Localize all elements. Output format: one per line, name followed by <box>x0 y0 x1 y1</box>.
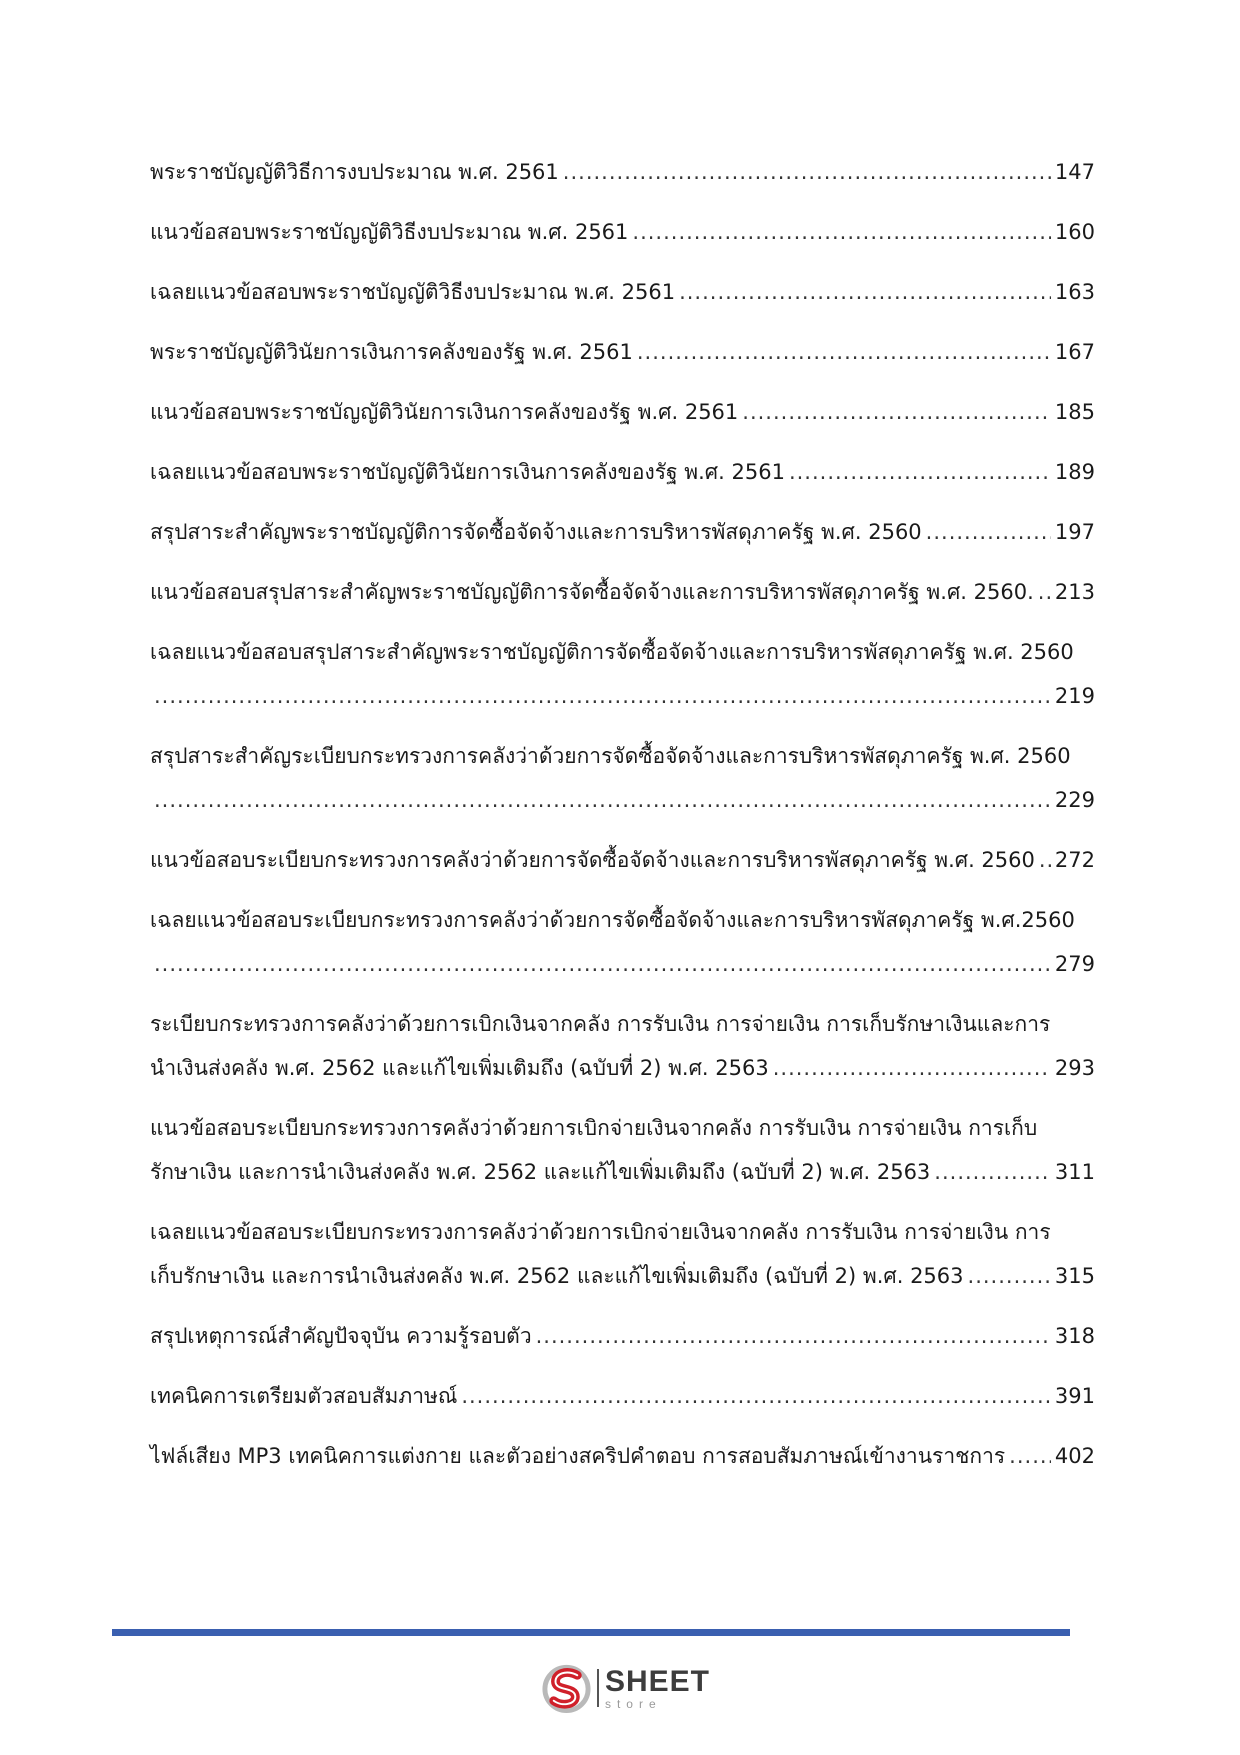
toc-entry <box>150 150 1095 194</box>
dot-leader <box>968 1254 1051 1298</box>
toc-entry <box>150 1434 1095 1478</box>
toc-entry-leader-line <box>150 1314 1095 1358</box>
toc-entry-title: แนวข้อสอบสรุปสาระสำคัญพระราชบัญญัติการจัดซื้อจัดจ้างและการบริหารพัสดุภาครัฐ พ.ศ. 2560. <box>150 580 1034 604</box>
toc-entry <box>150 330 1095 374</box>
toc-entry-title: พระราชบัญญัติวินัยการเงินการคลังของรัฐ พ.ศ. 2561 <box>150 340 633 364</box>
toc-entry <box>150 450 1095 494</box>
dot-leader <box>934 1150 1051 1194</box>
toc-entry-title: แนวข้อสอบพระราชบัญญัติวิธีงบประมาณ พ.ศ. 2561 <box>150 220 629 244</box>
toc-entry-page-number: 189 <box>1054 460 1095 484</box>
toc-entry-leader-line <box>150 1374 1095 1418</box>
logo-sub: store <box>604 1696 662 1711</box>
toc-entry <box>150 210 1095 254</box>
toc-entry-title: สรุปเหตุการณ์สำคัญปัจจุบัน ความรู้รอบตัว <box>150 1324 532 1348</box>
toc-entry <box>150 630 1095 718</box>
toc-entry-title-line: เฉลยแนวข้อสอบสรุปสาระสำคัญพระราชบัญญัติการจัดซื้อจัดจ้างและการบริหารพัสดุภาครัฐ พ.ศ. 2560 <box>150 640 1074 664</box>
toc-entry-title: นำเงินส่งคลัง พ.ศ. 2562 และแก้ไขเพิ่มเติมถึง (ฉบับที่ 2) พ.ศ. 2563 <box>150 1056 769 1080</box>
toc-entry-title-line: สรุปสาระสำคัญระเบียบกระทรวงการคลังว่าด้วยการจัดซื้อจัดจ้างและการบริหารพัสดุภาครัฐ พ.ศ. 2560 <box>150 744 1071 768</box>
dot-leader <box>679 270 1051 314</box>
toc-entry <box>150 838 1095 882</box>
toc-entry-leader-line <box>150 150 1095 194</box>
toc-entry <box>150 1106 1095 1194</box>
toc-entry <box>150 510 1095 554</box>
toc-entry-title-line: ระเบียบกระทรวงการคลังว่าด้วยการเบิกเงินจากคลัง การรับเงิน การจ่ายเงิน การเก็บรักษาเงินและการ <box>150 1012 1051 1036</box>
toc-entry-title: ไฟล์เสียง MP3 เทคนิคการแต่งกาย และตัวอย่างสคริปคำตอบ การสอบสัมภาษณ์เข้างานราชการ <box>150 1444 1006 1468</box>
dot-leader <box>536 1314 1051 1358</box>
sheet-store-logo <box>540 1660 710 1716</box>
toc-entry-title: เฉลยแนวข้อสอบพระราชบัญญัติวินัยการเงินการคลังของรัฐ พ.ศ. 2561 <box>150 460 785 484</box>
dot-leader <box>1038 570 1051 614</box>
toc-entry-page-number: 197 <box>1054 520 1095 544</box>
toc-entry <box>150 390 1095 434</box>
footer-divider <box>112 1629 1070 1636</box>
toc-entry-title: สรุปสาระสำคัญพระราชบัญญัติการจัดซื้อจัดจ้างและการบริหารพัสดุภาครัฐ พ.ศ. 2560 <box>150 520 922 544</box>
toc-entry-leader-line <box>150 674 1095 718</box>
toc-entry <box>150 898 1095 986</box>
toc-entry-title: เฉลยแนวข้อสอบพระราชบัญญัติวิธีงบประมาณ พ.ศ. 2561 <box>150 280 676 304</box>
toc-entry-title: พระราชบัญญัติวิธีการงบประมาณ พ.ศ. 2561 <box>150 160 559 184</box>
toc-entry-page-number: 279 <box>1054 952 1095 976</box>
toc-entry-leader-line <box>150 330 1095 374</box>
toc-entry-leader-line <box>150 270 1095 314</box>
logo-divider <box>597 1669 599 1707</box>
toc-entry-title-line: เฉลยแนวข้อสอบระเบียบกระทรวงการคลังว่าด้วยการเบิกจ่ายเงินจากคลัง การรับเงิน การจ่ายเงิน การ <box>150 1220 1051 1244</box>
toc-entry-page-number: 185 <box>1054 400 1095 424</box>
dot-leader <box>154 674 1051 718</box>
toc-entry-page-number: 391 <box>1054 1384 1095 1408</box>
dot-leader <box>1009 1434 1051 1478</box>
toc-entry-title: แนวข้อสอบพระราชบัญญัติวินัยการเงินการคลังของรัฐ พ.ศ. 2561 <box>150 400 739 424</box>
toc-entry-page-number: 272 <box>1054 848 1095 872</box>
toc-entry-leader-line <box>150 510 1095 554</box>
dot-leader <box>789 450 1051 494</box>
toc-entry-page-number: 147 <box>1054 160 1095 184</box>
toc-entry-leader-line <box>150 1434 1095 1478</box>
toc-entry-leader-line <box>150 838 1095 882</box>
toc-entry-title: เก็บรักษาเงิน และการนำเงินส่งคลัง พ.ศ. 2562 และแก้ไขเพิ่มเติมถึง (ฉบับที่ 2) พ.ศ. 2563 <box>150 1264 964 1288</box>
toc-entry-leader-line <box>150 210 1095 254</box>
toc-entry-page-number: 167 <box>1054 340 1095 364</box>
toc-entry-page-number: 315 <box>1054 1264 1095 1288</box>
logo-word: SHEET <box>604 1664 710 1698</box>
dot-leader <box>154 778 1051 822</box>
sheet-store-s-icon <box>540 1661 593 1715</box>
toc-entry-leader-line <box>150 1150 1095 1194</box>
toc-entry-page-number: 318 <box>1054 1324 1095 1348</box>
toc-entry-title: รักษาเงิน และการนำเงินส่งคลัง พ.ศ. 2562 และแก้ไขเพิ่มเติมถึง (ฉบับที่ 2) พ.ศ. 2563 <box>150 1160 931 1184</box>
toc-entry-leader-line <box>150 570 1095 614</box>
dot-leader <box>773 1046 1051 1090</box>
toc-entry-title-line: แนวข้อสอบระเบียบกระทรวงการคลังว่าด้วยการเบิกจ่ายเงินจากคลัง การรับเงิน การจ่ายเงิน การเก็บ <box>150 1116 1038 1140</box>
toc-entry-leader-line <box>150 778 1095 822</box>
toc-entry-leader-line <box>150 942 1095 986</box>
toc-entry-leader-line <box>150 450 1095 494</box>
toc-entry-page-number: 160 <box>1054 220 1095 244</box>
toc-entry-leader-line <box>150 1254 1095 1298</box>
toc-entry-page-number: 219 <box>1054 684 1095 708</box>
dot-leader <box>926 510 1051 554</box>
toc-entry <box>150 1314 1095 1358</box>
toc-entry-title: แนวข้อสอบระเบียบกระทรวงการคลังว่าด้วยการจัดซื้อจัดจ้างและการบริหารพัสดุภาครัฐ พ.ศ. 2560 <box>150 848 1035 872</box>
toc-entry <box>150 270 1095 314</box>
dot-leader <box>632 210 1051 254</box>
toc-entry-leader-line <box>150 390 1095 434</box>
dot-leader <box>154 942 1051 986</box>
toc-entry-page-number: 311 <box>1054 1160 1095 1184</box>
toc-entry <box>150 1210 1095 1298</box>
toc-entry-page-number: 163 <box>1054 280 1095 304</box>
toc-entry <box>150 1374 1095 1418</box>
toc-entry <box>150 1002 1095 1090</box>
toc-entry-title: เทคนิคการเตรียมตัวสอบสัมภาษณ์ <box>150 1384 458 1408</box>
toc-entry <box>150 570 1095 614</box>
toc-entry-leader-line <box>150 1046 1095 1090</box>
table-of-contents <box>150 150 1095 1494</box>
toc-entry-page-number: 213 <box>1054 580 1095 604</box>
dot-leader <box>637 330 1051 374</box>
toc-entry <box>150 734 1095 822</box>
toc-entry-title-line: เฉลยแนวข้อสอบระเบียบกระทรวงการคลังว่าด้วยการจัดซื้อจัดจ้างและการบริหารพัสดุภาครัฐ พ.ศ.2560 <box>150 908 1075 932</box>
dot-leader <box>461 1374 1051 1418</box>
toc-entry-page-number: 229 <box>1054 788 1095 812</box>
dot-leader <box>1039 838 1051 882</box>
dot-leader <box>563 150 1051 194</box>
toc-entry-page-number: 402 <box>1054 1444 1095 1468</box>
dot-leader <box>742 390 1051 434</box>
toc-entry-page-number: 293 <box>1054 1056 1095 1080</box>
